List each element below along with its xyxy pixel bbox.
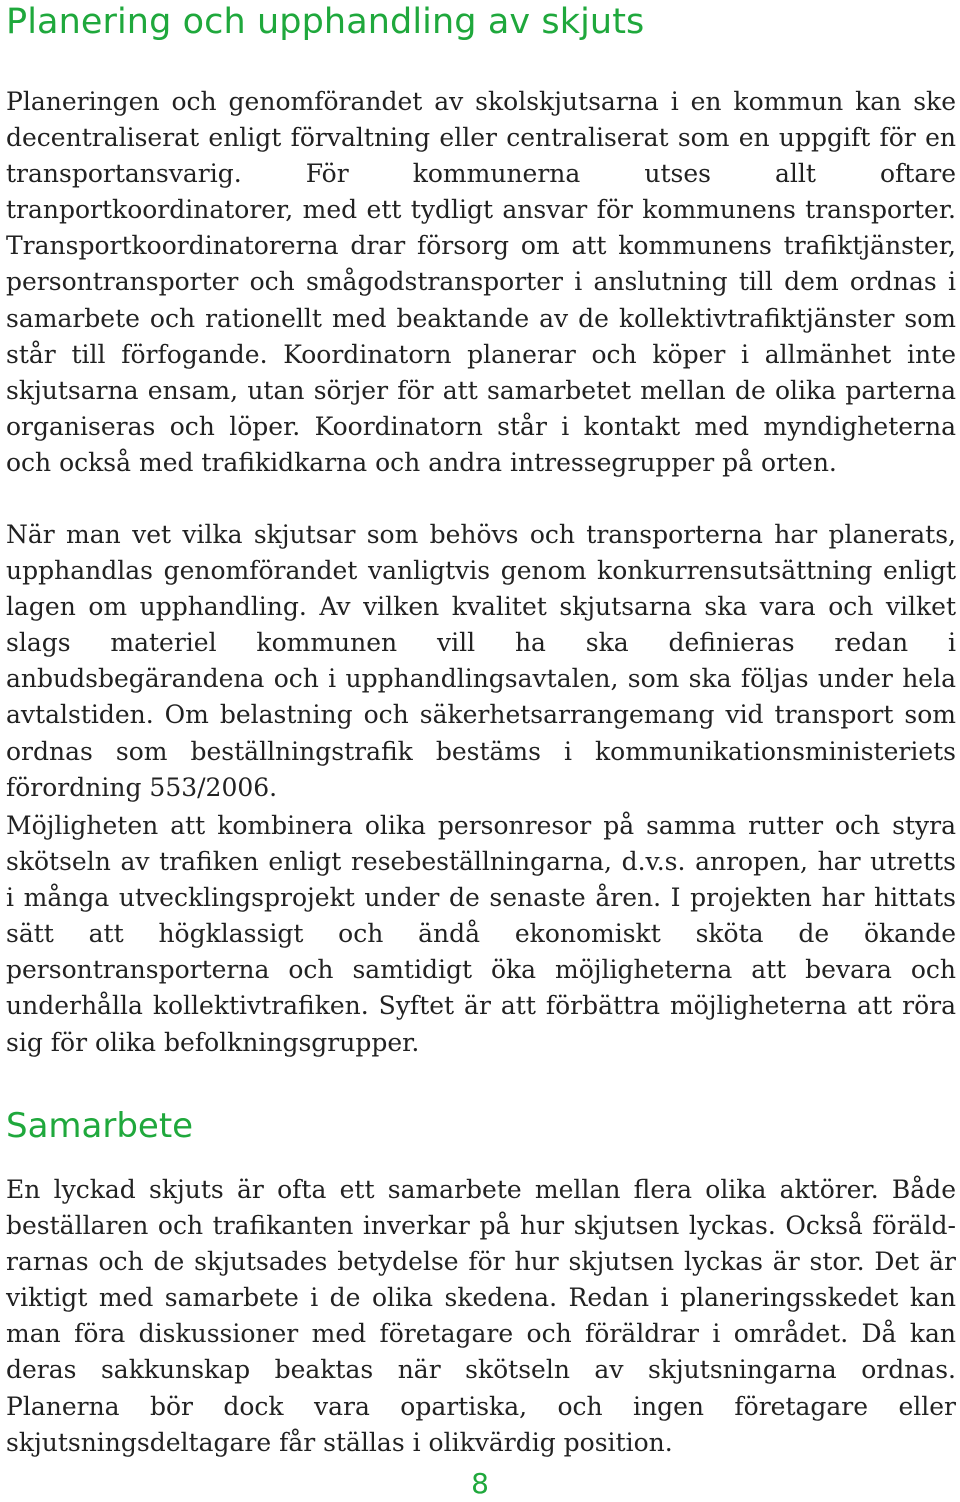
section-heading: Samarbete (6, 1106, 194, 1146)
page-title: Planering och upphandling av skjuts (6, 2, 645, 42)
body-paragraph: När man vet vilka skjutsar som behövs och transporterna har planerats, upphandlas genomförandet vanligtvis genom konkurrensutsättning enligt lagen om upphandling. Av vilken kvalitet skjutsarna ska vara och vilket slags materiel kommunen vill ha ska definieras redan i anbudsbegärandena och i upphandlingsavtalen, som ska följas under hela avtalstiden. Om belastning och säkerhetsarrangemang vid transport som ordnas som beställningstrafik bestäms i kommunikationsministeriets förordning 553/2006. (6, 520, 956, 802)
page-number: 8 (471, 1467, 489, 1500)
body-paragraph: En lyckad skjuts är ofta ett samarbete mellan flera olika aktörer. Både beställaren och trafikanten inverkar på hur skjutsen lyckas. Också föräldrarnas och de skjutsades betydelse för hur skjutsen lyckas är stor. Det är viktigt med samarbete i de olika skedena. Redan i planeringsskedet kan man föra diskussioner med företagare och föräldrar i området. Då kan deras sakkunskap beaktas när skötseln av skjutsningarna ordnas. Planerna bör dock vara opartiska, och ingen företagare eller skjutsningsdeltagare får ställas i olikvärdig position. (6, 1175, 956, 1457)
body-paragraph: Möjligheten att kombinera olika personresor på samma rutter och styra skötseln av trafiken enligt resebeställningarna, d.v.s. anropen, har utretts i många utvecklingsprojekt under de senaste åren. I projekten har hittats sätt att högklassigt och ändå ekonomiskt sköta de ökande persontransporterna och samtidigt öka möjligheterna att bevara och underhålla kollektivtrafiken. Syftet är att förbättra möjligheterna att röra sig för olika befolkningsgrupper. (6, 811, 956, 1057)
body-paragraph: Planeringen och genomförandet av skolskjutsarna i en kommun kan ske decentraliserat enligt förvaltning eller centraliserat som en uppgift för en transportansvarig. För kommunerna utses allt oftare tranportkoordinatorer, med ett tydligt ansvar för kommunens transporter. Transportkoordinatorerna drar försorg om att kommunens trafiktjänster, persontransporter och smågodstransporter i anslutning till dem ordnas i samarbete och rationellt med beaktande av de kollektivtrafiktjänster som står till förfogande. Koordinatorn planerar och köper i allmänhet inte skjutsarna ensam, utan sörjer för att samarbetet mellan de olika parterna organiseras och löper. Koordinatorn står i kontakt med myndigheterna och också med trafikidkarna och andra intressegrupper på orten. (6, 87, 956, 477)
